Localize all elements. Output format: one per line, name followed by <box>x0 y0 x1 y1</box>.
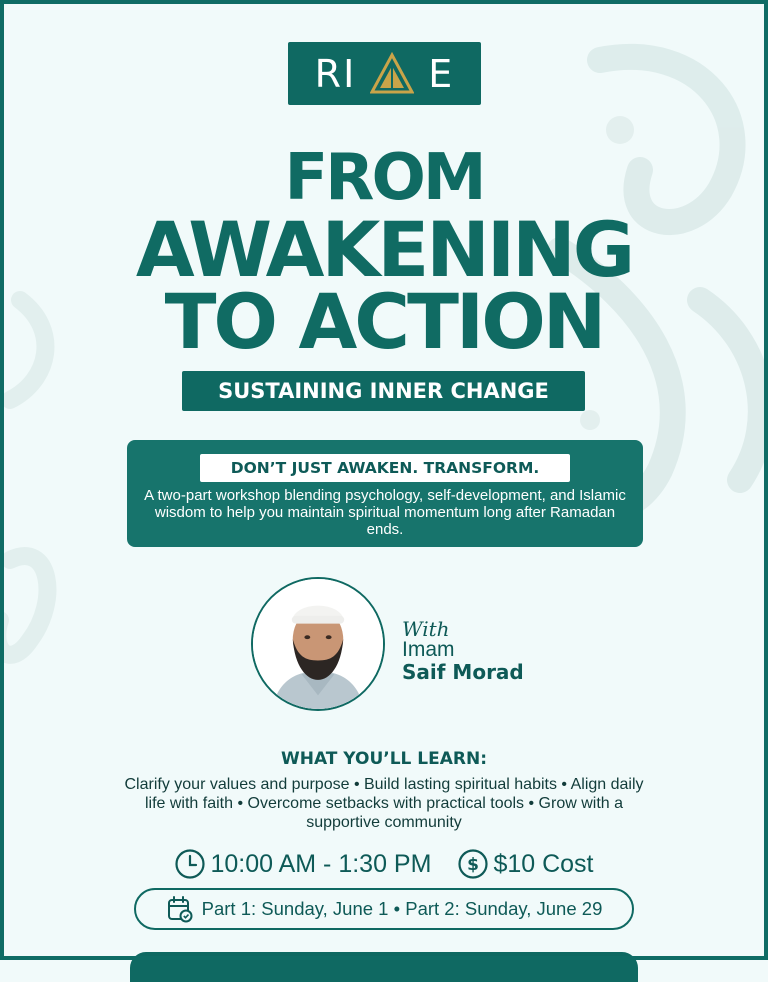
calendar-icon <box>166 895 194 923</box>
dollar-icon <box>457 848 489 880</box>
cost-info <box>457 848 593 880</box>
event-dates <box>134 888 634 930</box>
time-text: 10:00 AM - 1:30 PM <box>210 849 432 878</box>
brand-logo <box>288 42 481 105</box>
logo-text-left: RI <box>314 51 357 96</box>
cost-text: $10 Cost <box>493 849 594 878</box>
workshop-description: A two-part workshop blending psychology, self-development, and Islamic wisdom to help you maintain spiritual momentum long after Ramadan ends. <box>144 487 626 538</box>
logo-text-right: E <box>428 51 455 96</box>
subtitle-banner: SUSTAINING INNER CHANGE <box>182 371 585 411</box>
tagline-badge: DON’T JUST AWAKEN. TRANSFORM. <box>200 454 570 482</box>
learn-heading: WHAT YOU’LL LEARN: <box>280 749 488 769</box>
speaker-title: Imam <box>402 638 455 661</box>
info-card <box>127 440 643 547</box>
event-meta <box>0 846 768 882</box>
dates-text: Part 1: Sunday, June 1 • Part 2: Sunday, June 29 <box>201 898 603 919</box>
headline-line-2: AWAKENING <box>135 205 633 294</box>
speaker-name: Saif Morad <box>402 660 524 684</box>
pyramid-triangle-icon <box>370 52 414 96</box>
svg-text:$: $ <box>467 855 480 875</box>
bottom-bar <box>130 952 638 982</box>
speaker-avatar <box>251 577 385 711</box>
learn-topics: Clarify your values and purpose • Build lasting spiritual habits • Align daily life with faith • Overcome setbacks with practical tools • Grow with a supportive community <box>124 776 644 831</box>
clock-icon <box>174 848 206 880</box>
headline-line-1: FROM <box>284 141 484 215</box>
headline-line-3: TO ACTION <box>164 277 604 366</box>
with-label: With <box>402 617 450 641</box>
speaker-portrait-illustration <box>253 579 383 709</box>
time-info <box>174 848 431 880</box>
